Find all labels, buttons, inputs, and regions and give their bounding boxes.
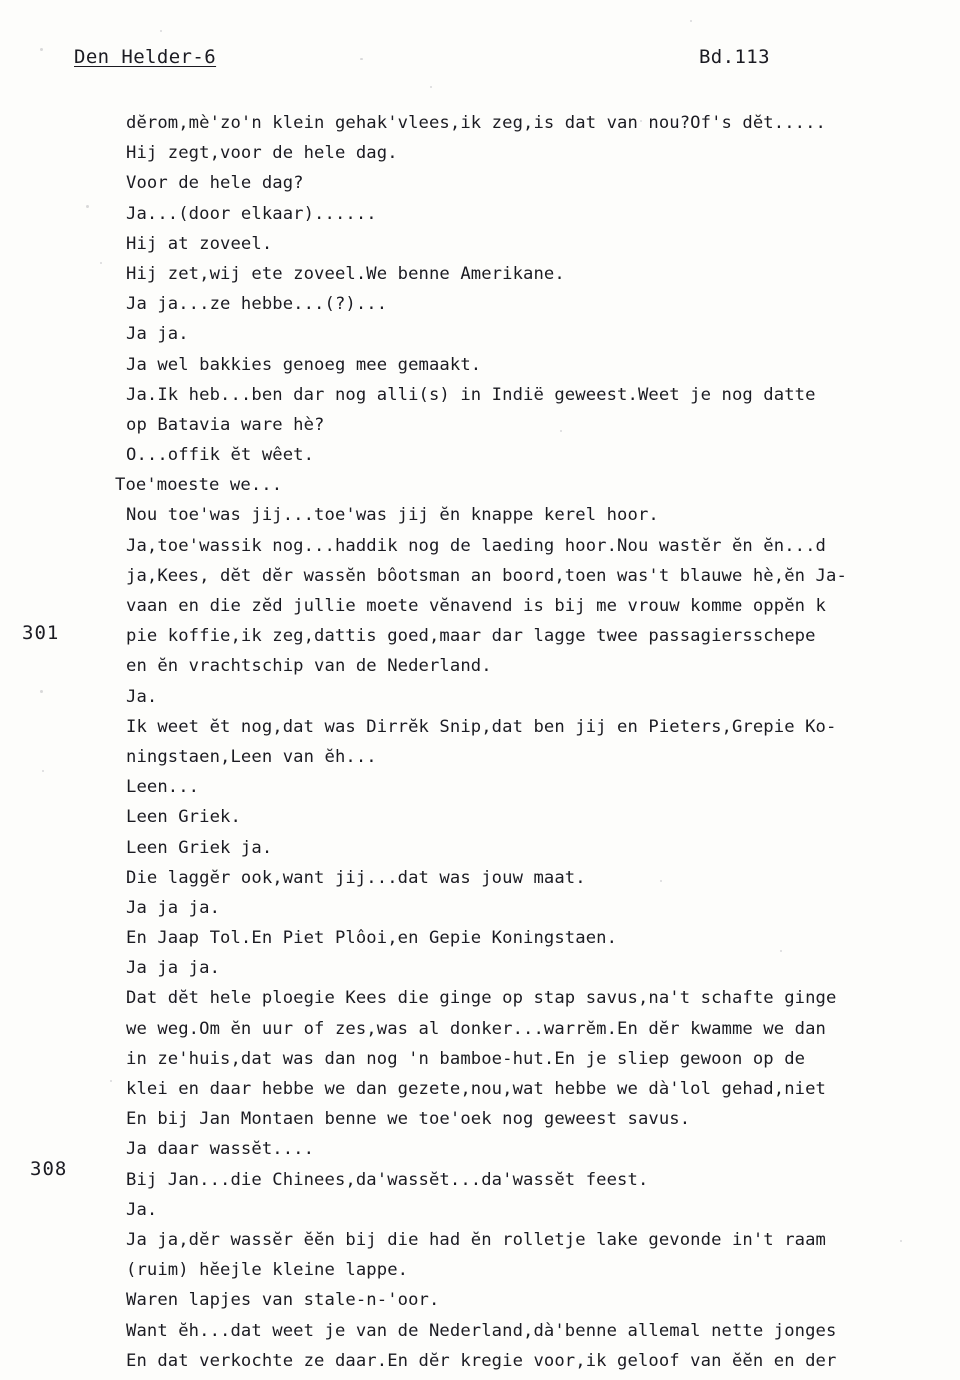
paper-speckle: [430, 86, 432, 88]
paper-speckle: [690, 20, 692, 22]
transcript-line: pie koffie,ik zeg,dattis goed,maar dar lagge twee passagiersschepe: [126, 626, 816, 647]
document-title: Den Helder-6: [74, 46, 217, 68]
transcript-line: Ja,toe'wassik nog...haddik nog de laeding hoor.Nou wastĕr ĕn ĕn...d: [126, 535, 826, 556]
transcript-line: En bij Jan Montaen benne we toe'oek nog geweest savus.: [126, 1109, 691, 1130]
transcript-line: Ja ja ja.: [126, 897, 221, 918]
paper-speckle: [86, 205, 89, 208]
transcript-line: dĕrom,mè'zo'n klein gehak'vlees,ik zeg,is dat van nou?Of's dĕt.....: [126, 113, 826, 133]
transcript-line: Ja...(door elkaar)......: [126, 203, 377, 224]
transcript-line: Voor de hele dag?: [126, 173, 304, 194]
transcript-line: op Batavia ware hè?: [126, 414, 325, 435]
transcript-line: ja,Kees, dĕt dĕr wassĕn bôotsman an boord,toen was't blauwe hè,ĕn Ja-: [126, 565, 847, 586]
transcript-line: in ze'huis,dat was dan nog 'n bamboe-hut.En je sliep gewoon op de: [126, 1048, 806, 1069]
page-header: [74, 46, 900, 68]
transcript-line: Nou toe'was jij...toe'was jij ĕn knappe kerel hoor.: [126, 505, 659, 526]
transcript-line: Bij Jan...die Chinees,da'wassĕt...da'wassĕt feest.: [126, 1169, 649, 1190]
transcript-line: Leen...: [126, 777, 200, 798]
transcript-line: Hij zegt,voor de hele dag.: [126, 143, 398, 164]
transcript-line: Leen Griek ja.: [126, 837, 273, 858]
transcript-line: En dat verkochte ze daar.En dĕr kregie voor,ik geloof van ĕĕn en der: [126, 1350, 837, 1371]
paper-speckle: [160, 30, 162, 32]
transcript-line: Ja ja.: [126, 324, 189, 345]
transcript-line: O...offik ĕt wêet.: [126, 445, 315, 466]
transcript-line: Ja ja...ze hebbe...(?)...: [126, 294, 388, 315]
shelf-mark: Bd.113: [698, 46, 770, 68]
transcript-line: Die laggĕr ook,want jij...dat was jouw maat.: [126, 867, 586, 888]
transcript-line: Ik weet ĕt nog,dat was Dirrĕk Snip,dat ben jij en Pieters,Grepie Ko-: [126, 716, 837, 737]
transcript-line: Ja daar wassĕt....: [126, 1139, 315, 1160]
transcript-line: en ĕn vrachtschip van de Nederland.: [126, 656, 492, 677]
transcript-line: Ja.: [126, 1199, 158, 1220]
transcript-line: Hij at zoveel.: [126, 233, 273, 254]
transcript-line: vaan en die zĕd jullie moete vĕnavend is bij me vrouw komme oppĕn k: [126, 596, 826, 616]
transcript-line: Ja ja ja.: [126, 958, 221, 979]
transcript-line: Hij zet,wij ete zoveel.We benne Amerikane.: [126, 263, 565, 284]
transcript-line: klei en daar hebbe we dan gezete,nou,wat hebbe we dà'lol gehad,niet: [126, 1079, 826, 1099]
transcript-line: Toe'moeste we...: [115, 475, 283, 496]
paper-speckle: [42, 770, 44, 772]
margin-number-308: 308: [30, 1158, 68, 1180]
transcript-line: Ja.Ik heb...ben dar nog alli(s) in Indië geweest.Weet je nog datte: [126, 384, 816, 405]
transcript-line: (ruim) hĕejle kleine lappe.: [126, 1260, 409, 1281]
transcript-line: Ja wel bakkies genoeg mee gemaakt.: [126, 354, 482, 375]
transcript-line: Want ĕh...dat weet je van de Nederland,dà'benne allemal nette jonges: [126, 1320, 837, 1341]
transcript-line: En Jaap Tol.En Piet Plôoi,en Gepie Koningstaen.: [126, 928, 618, 949]
paper-speckle: [100, 262, 102, 264]
transcript-line: Ja ja,dĕr wassĕr ĕĕn bij die had ĕn rolletje lake gevonde in't raam: [126, 1229, 826, 1250]
transcript-body: [108, 108, 960, 1376]
paper-speckle: [40, 690, 43, 693]
transcript-line: Dat dĕt hele ploegie Kees die ginge op stap savus,na't schafte ginge: [126, 988, 837, 1009]
paper-speckle: [40, 48, 43, 51]
margin-number-301: 301: [22, 622, 60, 644]
transcript-line: ningstaen,Leen van ĕh...: [126, 746, 377, 767]
transcript-line: Waren lapjes van stale-n-'oor.: [126, 1290, 440, 1311]
transcript-line: we weg.Om ĕn uur of zes,was al donker...warrĕm.En dĕr kwamme we dan: [126, 1018, 826, 1039]
transcript-line: Leen Griek.: [126, 807, 241, 828]
transcript-line: Ja.: [126, 686, 158, 707]
